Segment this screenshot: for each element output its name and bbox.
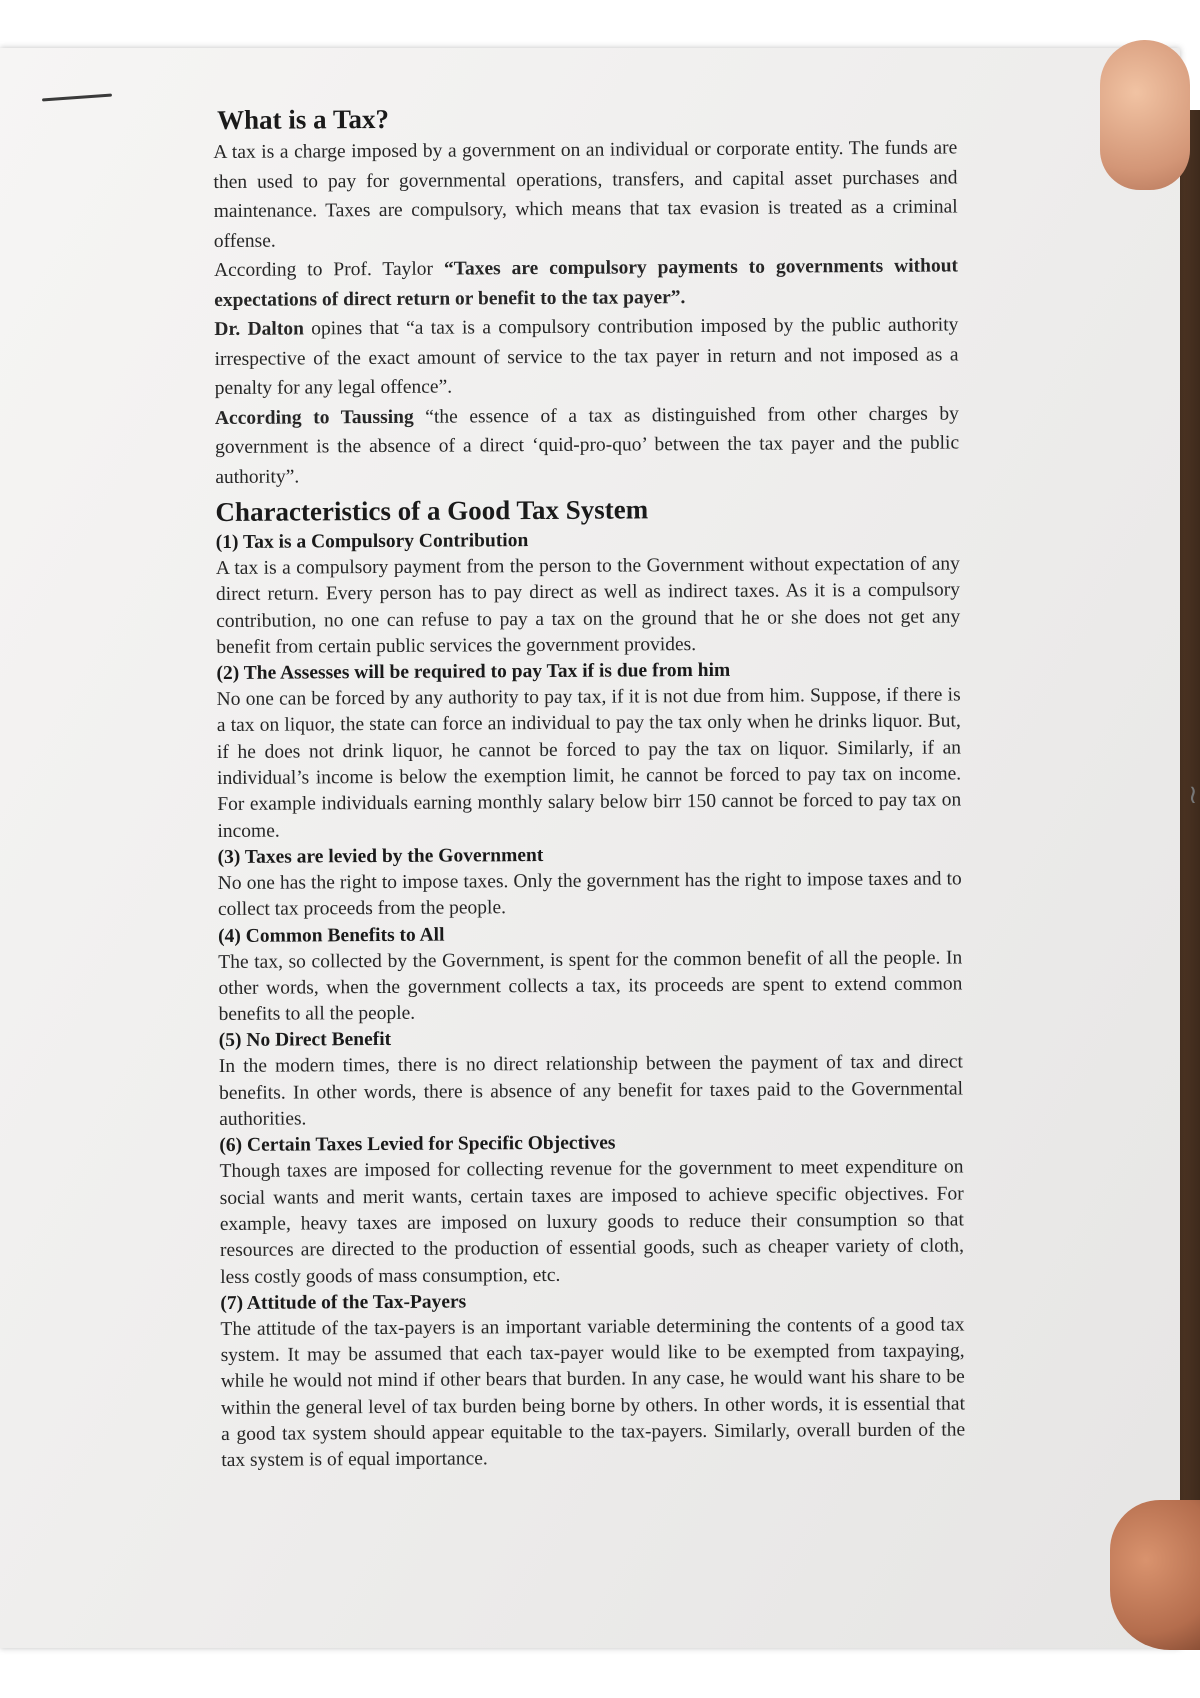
list-item: [218, 919, 963, 1028]
item-body: The attitude of the tax-payers is an important variable determining the contents of a good tax system. It may be assumed that each tax-payer would like to be exempted from taxpaying, while he would not mind if other bears that burden. In any case, he would want his share to be within the general level of tax burden being borne by others. In other words, it is essential that a good tax system should appear equitable to the tax-payers. Similarly, overall burden of the tax system is of equal importance.: [220, 1314, 966, 1472]
taylor-paragraph: [214, 251, 958, 315]
characteristics-list: [216, 525, 966, 1474]
taylor-lead: According to Prof. Taylor: [213, 258, 445, 281]
page-title: What is a Tax?: [217, 103, 390, 135]
item-heading: (1) Tax is a Compulsory Contribution: [215, 530, 529, 553]
item-body: Though taxes are imposed for collecting revenue for the government to meet expenditure on social wants and merit wants, certain taxes are imposed to achieve specific objectives. For example, heavy taxes are imposed on luxury goods to reduce their consumption so that resources are directed to the production of essential goods, such as cheaper variety of cloth, less costly goods of mass consumption, etc.: [219, 1156, 965, 1288]
item-body: A tax is a compulsory payment from the person to the Government without expectation of any direct return. Every person has to pay direct as well as indirect taxes. As it is a compulsory contribution, no one can refuse to pay a tax on the ground that he or she does not get any benefit from certain public services the government provides.: [215, 553, 961, 658]
document-page: [213, 97, 965, 1474]
margin-scribble-icon: ≀: [1188, 780, 1198, 810]
item-heading: (7) Attitude of the Tax-Payers: [220, 1291, 467, 1314]
dalton-paragraph: [214, 310, 959, 403]
item-heading: (5) No Direct Benefit: [218, 1029, 392, 1052]
item-body: The tax, so collected by the Government, is spent for the common benefit of all the people. In other words, when the government collects a tax, its proceeds are spent to extend common benefits to all the people.: [218, 947, 963, 1026]
finger-bottom: [1110, 1500, 1200, 1650]
section-title: Characteristics of a Good Tax System: [215, 494, 649, 527]
list-item: [219, 1024, 964, 1133]
taussing-lead: According to Taussing: [214, 406, 414, 429]
finger-top: [1100, 40, 1190, 190]
item-heading: (3) Taxes are levied by the Government: [217, 844, 544, 868]
item-body: No one has the right to impose taxes. Only the government has the right to impose taxes and to collect tax proceeds from the people.: [217, 868, 962, 921]
dalton-text: opines that “a tax is a compulsory contribution imposed by the public authority irrespective of the exact amount of service to the tax payer in return and not imposed as a penalty for any legal offence”.: [214, 314, 959, 399]
item-heading: (6) Certain Taxes Levied for Specific Objectives: [219, 1132, 616, 1157]
item-heading: (4) Common Benefits to All: [218, 924, 445, 947]
list-item: [216, 657, 961, 845]
list-item: [219, 1129, 964, 1291]
dalton-name: Dr. Dalton: [214, 318, 304, 340]
item-heading: (2) The Assesses will be required to pay Tax if is due from him: [216, 660, 731, 685]
intro-paragraph: A tax is a charge imposed by a government on an individual or corporate entity. The funds are then used to pay for governmental operations, transfers, and capital asset purchases and maintenance. Taxes are compulsory, which means that tax evasion is treated as a criminal offense.: [213, 137, 958, 252]
item-body: In the modern times, there is no direct relationship between the payment of tax and direct benefits. In other words, there is absence of any benefit for taxes paid to the Governmental authorities.: [218, 1051, 964, 1131]
item-body: No one can be forced by any authority to pay tax, if it is not due from him. Suppose, if there is a tax on liquor, the state can force an individual to pay the tax only when he drinks liquor. But, if he does not drink liquor, he cannot be forced to pay the tax on liquor. Similarly, if an individual’s income is below the exemption limit, he cannot be forced to pay tax on income. For example individuals earning monthly salary below birr 150 cannot be forced to pay tax on income.: [216, 684, 962, 842]
taussing-paragraph: [215, 399, 960, 492]
taussing-text: “the essence of a tax as distinguished from other charges by government is the absence of a direct ‘quid-pro-quo’ between the tax payer and the public authority”.: [215, 402, 960, 488]
list-item: [216, 525, 961, 661]
taylor-quote: “Taxes are compulsory payments to governments without expectations of direct return or benefit to the tax payer”.: [214, 255, 959, 311]
list-item: [220, 1286, 965, 1474]
list-item: [218, 840, 962, 923]
